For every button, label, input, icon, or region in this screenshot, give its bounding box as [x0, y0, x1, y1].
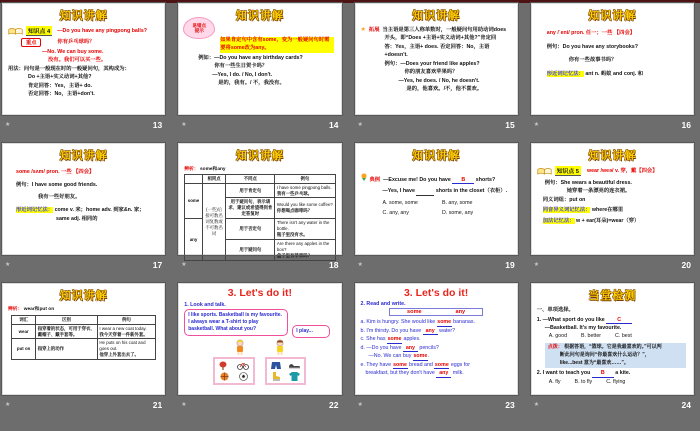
slide-cell-17 — [2, 143, 165, 274]
slide-title: 3. Let's do it! — [227, 287, 293, 299]
synonym-line: 同义词组：put on — [542, 196, 586, 203]
question1-post: shorts? — [475, 177, 496, 183]
slide-title: 3. Let's do it! — [403, 287, 469, 299]
option-c: C. any, any — [382, 210, 409, 216]
slide-thumbnail-19[interactable] — [355, 143, 518, 255]
example-en: He puts on his coat and goes out. — [99, 340, 146, 352]
slide-cell-13 — [2, 3, 165, 134]
slide-thumbnail-14[interactable] — [178, 3, 341, 115]
example-en: I wear a new coat today. — [99, 325, 147, 331]
example-cn: 你想喝点咖啡吗？ — [276, 208, 312, 214]
text-line: 是的，我有。/ 不，我没有。 — [218, 80, 285, 87]
slide-thumbnail-15[interactable] — [355, 3, 518, 115]
slide-sorter-grid — [0, 3, 700, 423]
option-b: B. better — [581, 333, 602, 340]
vocab-entry: any /ˈeni/ pron. 任一；一些 【四会】 — [546, 30, 636, 36]
knowledge-point-badge — [8, 26, 159, 36]
option-b: B. to fly — [574, 378, 593, 385]
table-row — [185, 183, 335, 198]
item-text: breakfast, but they don't have — [365, 370, 435, 377]
question1-reply: —Basketball. It's my favourite. — [544, 325, 622, 331]
item-text: bread and — [409, 361, 433, 368]
answer-blank: any — [403, 346, 418, 352]
bicycle-icon — [237, 361, 249, 370]
memory-method-text2: same adj. 相同的 — [56, 215, 98, 222]
exercise-item-c — [361, 335, 512, 343]
word-bank-box — [389, 308, 483, 316]
slide-thumbnail-20[interactable] — [531, 143, 694, 255]
slide-caption — [355, 255, 518, 274]
table-row — [12, 339, 156, 360]
slide-cell-22 — [178, 283, 341, 414]
slide-number: 13 — [152, 119, 163, 130]
slide-thumbnail-23[interactable] — [355, 283, 518, 395]
example-cn: 我今天穿着一件新外套。 — [99, 331, 148, 337]
table-header-example: 例句 — [275, 174, 335, 183]
exercise-item-e2 — [361, 369, 512, 377]
question2-post: shorts in the closet（衣柜）. — [435, 188, 508, 195]
slide-number: 15 — [505, 119, 515, 130]
slide-title: 知识讲解 — [412, 10, 461, 22]
example-cn: 他穿上外套出去了。 — [99, 352, 139, 358]
memory-method-text: w + ear(耳朵)=wear（穿） — [576, 217, 640, 224]
body-line: 例句：—Does your friend like apples? — [384, 60, 480, 67]
knowledge-point-badge — [537, 166, 688, 176]
slide-title: 知识讲解 — [588, 10, 637, 22]
transition-star-icon: ★ — [533, 261, 540, 268]
memory-method-text: where在哪里 — [591, 207, 624, 214]
transition-star-icon: ★ — [5, 401, 11, 408]
answer-blank: some — [437, 319, 452, 326]
example-en: 例句：Do you have any storybooks? — [546, 44, 638, 51]
item-text: a. Kim is hungry. She would like — [360, 319, 436, 326]
text-line: —Yes, I do. / No, I don't. — [212, 71, 273, 78]
basketball-icon — [220, 372, 229, 381]
example-cn: 瓶子里没有水。 — [276, 232, 308, 238]
slide-caption — [178, 115, 341, 134]
slide-cell-20 — [531, 143, 694, 274]
memory-method-label: 形近词记忆法： — [546, 71, 584, 78]
slide-number: 14 — [329, 119, 339, 130]
answer-blank: some — [387, 336, 402, 343]
word: wear — [12, 324, 36, 339]
memory-method-label: 同音异义词记忆法： — [542, 207, 591, 214]
option-c: C. flying — [606, 378, 626, 385]
example-cn: 我有一些好朋友。 — [38, 193, 81, 200]
option-b: B. any, some — [441, 199, 473, 206]
slide-number: 16 — [681, 119, 691, 130]
slide-number: 21 — [152, 399, 163, 410]
table-header-same: 相同点 — [202, 174, 226, 183]
exercise-item-d — [361, 344, 512, 352]
question-text: a kite. — [615, 370, 631, 377]
table-header-example: 例句 — [97, 315, 155, 324]
transition-star-icon: ★ — [533, 401, 540, 408]
option-c: C. best — [615, 333, 632, 340]
body-line: 是的，他喜欢。/不，他不喜欢。 — [406, 86, 483, 93]
difference: 用于否定句 — [226, 219, 275, 240]
slide-number: 24 — [681, 399, 691, 410]
item-text: . — [427, 353, 430, 360]
slide-number: 18 — [329, 259, 339, 270]
slide-caption — [355, 395, 518, 414]
slide-title: 知识讲解 — [59, 290, 108, 302]
book-icon — [537, 167, 552, 175]
body-line: 你的朋友喜欢苹果吗？ — [404, 69, 458, 76]
slide-cell-16 — [531, 3, 694, 134]
table-header-blank — [185, 174, 203, 183]
slide-thumbnail-16[interactable] — [531, 3, 694, 115]
question-text: 2. I want to teach you — [536, 370, 591, 377]
hint-text: like...best 意为“最喜欢……”。 — [559, 359, 629, 366]
answer-blank: any — [436, 371, 451, 377]
example-cn: 你有一些故事书吗？ — [568, 56, 617, 63]
difference: 用于肯定句 — [226, 183, 275, 198]
hint-text: 根据答语，“篮球。它是我最喜欢的。”可以判 — [564, 344, 662, 350]
transition-star-icon: ★ — [181, 261, 187, 268]
example-cn: 盒子里有苹果吗？ — [276, 252, 312, 258]
answer-blank: B — [592, 371, 614, 377]
question2-pre: —Yes, I have — [382, 188, 415, 195]
item-text: apples. — [403, 336, 421, 343]
table-header-diff: 区别 — [36, 315, 98, 324]
option-a: A. fly — [548, 378, 561, 385]
answer-blank: some — [413, 353, 428, 360]
slide-cell-21 — [2, 283, 165, 414]
shared-usage: (一些)后接可数名词复数或不可数名词 — [202, 183, 226, 260]
transition-star-icon: ★ — [5, 121, 11, 128]
contrast-label: 辨析： — [8, 307, 23, 312]
word-any: any — [185, 219, 203, 261]
usage-line: 用法：问句是一般现在时的一般疑问句，其构成为： — [8, 65, 130, 72]
option-d: D. some, any — [441, 210, 474, 216]
table-row — [12, 324, 156, 339]
text-line: 例如：—Do you have any birthday cards? — [198, 54, 303, 61]
question1 — [537, 316, 688, 324]
slide-caption — [2, 395, 165, 414]
exercise-item-e — [361, 361, 512, 369]
slide-cell-18 — [178, 143, 341, 274]
extension-tag: 拓展 — [368, 27, 380, 33]
word-some: some — [185, 183, 203, 219]
item-text: c. She has — [360, 336, 386, 343]
error-prone-tip-bubble — [183, 17, 215, 39]
tshirt-icon — [289, 372, 300, 381]
contrast-words: some和any — [200, 167, 226, 172]
item-text: eggs for — [450, 361, 470, 368]
girl-character — [233, 339, 247, 355]
contrast-words: wear和put on — [23, 307, 55, 312]
slide-cell-24 — [531, 283, 694, 414]
example-cn: 她穿着一条漂亮的连衣裙。 — [566, 188, 631, 195]
skates-icon — [272, 372, 281, 381]
table-header-word: 词汇 — [12, 315, 36, 324]
question-cn: 你有乒乓球吗？ — [57, 38, 95, 45]
difference: 指穿着的状态，可用于穿衣、戴帽子、戴手套等。 — [36, 324, 98, 339]
transition-star-icon: ★ — [181, 121, 187, 128]
key-point-tag: 重点 — [21, 38, 41, 47]
hint-label: 点拨： — [547, 344, 563, 350]
item-text: bananas. — [453, 319, 475, 326]
item-text: pencils? — [419, 344, 439, 351]
clothes-items-box — [265, 357, 306, 385]
body-line: 答：Yes，主语+ does. 否定回答：No，主语+doesn't. — [384, 43, 490, 59]
speech-bubble-2: I play... — [292, 325, 330, 338]
section-heading: 一、单项选择。 — [536, 307, 574, 313]
knowledge-point-label: 知识点 5 — [555, 166, 581, 176]
slide-title: 知识讲解 — [588, 150, 637, 162]
slide-thumbnail-17[interactable] — [2, 143, 165, 255]
memory-method-label: 形近词记忆法： — [16, 207, 54, 214]
example-en: Would you like some coffee? — [276, 202, 333, 208]
memory-method-text: ant n. 蚂蚁 and conj. 和 — [585, 71, 644, 78]
answer-cn: 没有。我们可以买一些。 — [48, 57, 107, 64]
item-text: milk. — [452, 370, 464, 377]
book-icon — [8, 27, 23, 35]
body-line: —Yes, he does. / No, he doesn't. — [398, 77, 480, 84]
question2 — [537, 369, 688, 377]
note-text: 如果肯定句中含有some，变为一般疑问句时需要将some改为any。 — [220, 37, 333, 53]
usage-line: 否定回答：No，主语+don't. — [28, 91, 95, 98]
hint-text: 断此问句是询问“你最喜欢什么运动？”， — [559, 351, 650, 358]
some-any-comparison-table — [184, 174, 335, 261]
transition-star-icon: ★ — [357, 401, 363, 408]
item-text: b. I'm thirsty. Do you have — [360, 327, 422, 334]
slide-number: 20 — [681, 259, 691, 270]
soccer-ball-icon — [239, 372, 248, 381]
word-bank-some: some — [407, 309, 422, 316]
exercise-item-b — [361, 327, 512, 335]
transition-star-icon: ★ — [357, 121, 363, 128]
slide-caption — [178, 395, 341, 414]
memory-method-label: 加法记忆法： — [542, 217, 575, 224]
memory-method-text: come v. 来；home adv. 到家&n. 家； — [54, 207, 145, 214]
shorts-icon — [271, 362, 281, 370]
example-cn: 我有一些乒乓球。 — [276, 190, 312, 196]
question-en: —Do you have any pingpong balls? — [57, 27, 147, 34]
example-en: 例句：I have some good friends. — [16, 182, 98, 189]
classic-example-tag: 典例 — [369, 177, 381, 183]
slide-title: 知识讲解 — [59, 150, 108, 162]
question1-pre: —Excuse me! Do you have — [383, 177, 451, 183]
transition-star-icon: ★ — [357, 261, 363, 268]
body-line: 当主语是第三人称单数时，一般疑问句用助动词does — [382, 27, 507, 33]
item-text: e. They have — [360, 361, 392, 368]
slide-cell-19 — [355, 143, 518, 274]
speech-bubble-1: I like sports. Basketball is my favourite. I always wear a T-shirt to play basketball. What about you? — [184, 309, 288, 336]
option-a: A. some, some — [382, 199, 418, 206]
answer-en: —No. We can buy some. — [42, 49, 104, 55]
slide-thumbnail-18[interactable] — [178, 143, 341, 258]
example-en: There isn't any water in the bottle. — [276, 220, 330, 232]
slide-caption — [531, 395, 694, 414]
option-a: A. good — [548, 333, 568, 340]
slide-cell-15 — [355, 3, 518, 134]
slide-thumbnail-24[interactable] — [531, 283, 694, 395]
slide-title: 知识讲解 — [235, 10, 284, 22]
example-en: I have some pingpong balls. — [276, 184, 332, 190]
activity-subtitle: 1. Look and talk. — [184, 302, 226, 308]
sneakers-icon — [289, 362, 300, 369]
answer-blank: B — [452, 178, 474, 184]
knowledge-point-label: 知识点 4 — [26, 26, 52, 36]
slide-title: 当堂检测 — [588, 290, 637, 302]
slide-caption — [355, 115, 518, 134]
transition-star-icon: ★ — [5, 261, 11, 268]
word-bank-any: any — [455, 309, 466, 316]
answer-blank: some — [393, 361, 407, 368]
item-text: d. —Do you have — [360, 344, 402, 351]
slide-number: 17 — [152, 259, 163, 270]
slide-cell-23 — [355, 283, 518, 414]
transition-star-icon: ★ — [533, 121, 540, 128]
slide-thumbnail-13[interactable] — [2, 3, 165, 115]
tip-label-line2: 提示 — [194, 28, 204, 33]
text-line: 你有一些生日贺卡吗？ — [214, 63, 268, 70]
example-en: 例句：She wears a beautiful dress. — [544, 180, 632, 186]
slide-caption — [2, 255, 165, 274]
slide-caption — [531, 115, 694, 134]
answer-blank: C — [606, 318, 632, 324]
usage-line: Do +主语+实义动词+其他? — [28, 74, 92, 81]
sports-items-box — [213, 357, 255, 385]
difference: 用于疑问句，表示请求、建议或希望得到肯定答复时 — [226, 198, 275, 219]
question-text: 1. —What sport do you like — [536, 316, 605, 323]
usage-line: 肯定回答：Yes，主语+ do. — [28, 82, 93, 89]
item-text: water? — [439, 327, 456, 334]
example-medal-icon — [361, 173, 367, 181]
vocab-entry: some /sʌm/ pron. 一些 【四会】 — [16, 169, 95, 175]
body-line: 开头，即“Does +主语+实义动词+其他?”肯定回 — [384, 35, 497, 42]
word: put on — [12, 339, 36, 360]
slide-title: 知识讲解 — [235, 150, 284, 162]
item-text: —No. We can buy — [368, 353, 412, 360]
tip-label-line1: 易错点 — [192, 22, 207, 28]
table-tennis-paddle-icon — [219, 361, 229, 370]
wear-puton-comparison-table — [11, 315, 156, 361]
slide-number: 19 — [505, 259, 515, 270]
star-bullet-icon: ★ — [360, 27, 366, 33]
slide-caption — [531, 255, 694, 274]
exercise-item-d2 — [361, 352, 512, 360]
difference: 用于疑问句 — [226, 240, 275, 261]
empty-blank — [416, 189, 434, 195]
slide-number: 22 — [329, 399, 339, 410]
answer-blank: any — [423, 329, 438, 335]
example-en: Are there any apples in the box? — [276, 241, 330, 253]
activity-subtitle: 2. Read and write. — [360, 301, 406, 307]
slide-cell-14 — [178, 3, 341, 134]
difference: 指穿上的动作 — [36, 339, 98, 360]
boy-character — [273, 339, 287, 355]
slide-title: 知识讲解 — [412, 150, 461, 162]
slide-thumbnail-22[interactable] — [178, 283, 341, 395]
hint-box — [545, 343, 686, 368]
contrast-label: 辨析： — [184, 167, 199, 172]
slide-caption — [2, 115, 165, 134]
slide-thumbnail-21[interactable] — [2, 283, 165, 395]
exercise-item-a — [361, 318, 512, 326]
vocab-entry: wear /weə/ v. 穿，戴【四会】 — [586, 167, 658, 174]
slide-title: 知识讲解 — [59, 10, 108, 22]
slide-number: 23 — [505, 399, 515, 410]
answer-blank: some — [434, 361, 449, 368]
transition-star-icon: ★ — [181, 401, 187, 408]
table-header-diff: 不同点 — [226, 174, 275, 183]
